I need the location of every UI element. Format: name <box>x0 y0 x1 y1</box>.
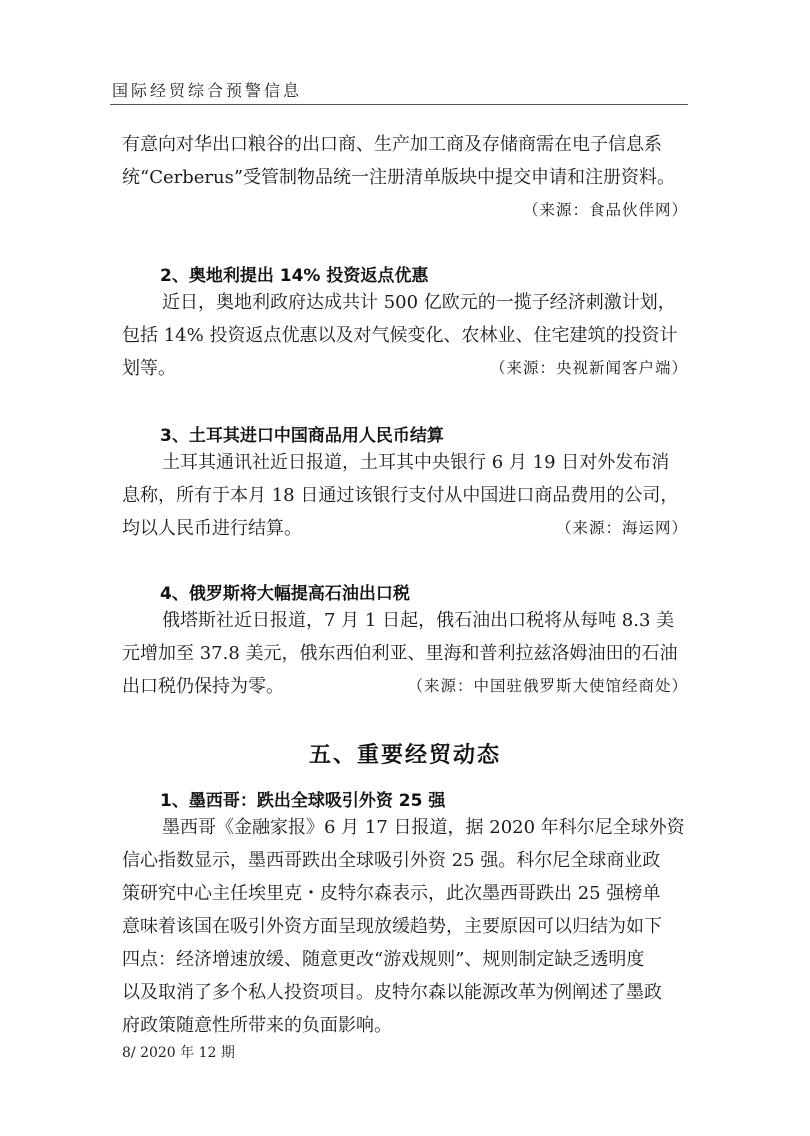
text-line: 墨西哥《金融家报》6 月 17 日报道，据 2020 年科尔尼全球外资 <box>162 817 685 838</box>
text-line: 息称，所有于本月 18 日通过该银行支付从中国进口商品费用的公司， <box>122 485 679 506</box>
text-line: 有意向对华出口粮谷的出口商、生产加工商及存储商需在电子信息系 <box>122 134 662 155</box>
text-line: 意味着该国在吸引外资方面呈现放缓趋势，主要原因可以归结为如下 <box>122 916 662 937</box>
text-line: 以及取消了多个私人投资项目。皮特尔森以能源改革为例阐述了墨政 <box>122 982 662 1003</box>
text-line: 四点：经济增速放缓、随意更改“游戏规则”、规则制定缺乏透明度 <box>122 949 645 970</box>
source-note: （来源：海运网） <box>555 519 688 537</box>
text-line: 俄塔斯社近日报道，7 月 1 日起，俄石油出口税将从每吨 8.3 美 <box>162 610 675 631</box>
item-paragraph-russia <box>122 604 688 703</box>
intro-paragraph <box>122 128 688 227</box>
source-note: （来源：食品伙伴网） <box>522 201 688 219</box>
section-title: 五、重要经贸动态 <box>308 743 501 768</box>
item-paragraph-mexico <box>122 811 688 1042</box>
text-line: 均以人民币进行结算。 <box>122 518 302 539</box>
source-note: （来源：中国驻俄罗斯大使馆经商处） <box>407 677 688 695</box>
text-line: 信心指数显示，墨西哥跌出全球吸引外资 25 强。科尔尼全球商业政 <box>122 850 661 871</box>
text-line: 近日，奥地利政府达成共计 500 亿欧元的一揽子经济刺激计划， <box>162 292 676 313</box>
page-footer: 8/ 2020 年 12 期 <box>122 1045 235 1061</box>
last-line-with-source <box>122 670 688 703</box>
text-line: 元增加至 37.8 美元，俄东西伯利亚、里海和普利拉兹洛姆油田的石油 <box>122 643 678 664</box>
text-line: 出口税仍保持为零。 <box>122 676 284 697</box>
item-title-mexico: 1、墨西哥：跌出全球吸引外资 25 强 <box>160 791 446 811</box>
item-title-turkey: 3、土耳其进口中国商品用人民币结算 <box>160 426 444 446</box>
text-line: 统“Cerberus”受管制物品统一注册清单版块中提交申请和注册资料。 <box>122 167 676 188</box>
text-line: 策研究中心主任埃里克・皮特尔森表示，此次墨西哥跌出 25 强榜单 <box>122 883 661 904</box>
text-line: 划等。 <box>122 358 176 379</box>
item-paragraph-turkey <box>122 446 688 545</box>
text-line: 土耳其通讯社近日报道，土耳其中央银行 6 月 19 日对外发布消 <box>162 452 670 473</box>
header-divider <box>110 104 688 105</box>
source-note: （来源：央视新闻客户端） <box>489 359 688 377</box>
item-title-russia: 4、俄罗斯将大幅提高石油出口税 <box>160 584 410 604</box>
last-line-with-source <box>122 512 688 545</box>
last-line-with-source <box>122 352 688 385</box>
text-line: 包括 14% 投资返点优惠以及对气候变化、农林业、住宅建筑的投资计 <box>122 325 678 346</box>
text-line: 府政策随意性所带来的负面影响。 <box>122 1015 392 1036</box>
running-header: 国际经贸综合预警信息 <box>112 81 303 100</box>
item-title-austria: 2、奥地利提出 14% 投资返点优惠 <box>160 266 429 286</box>
item-paragraph-austria <box>122 286 688 385</box>
